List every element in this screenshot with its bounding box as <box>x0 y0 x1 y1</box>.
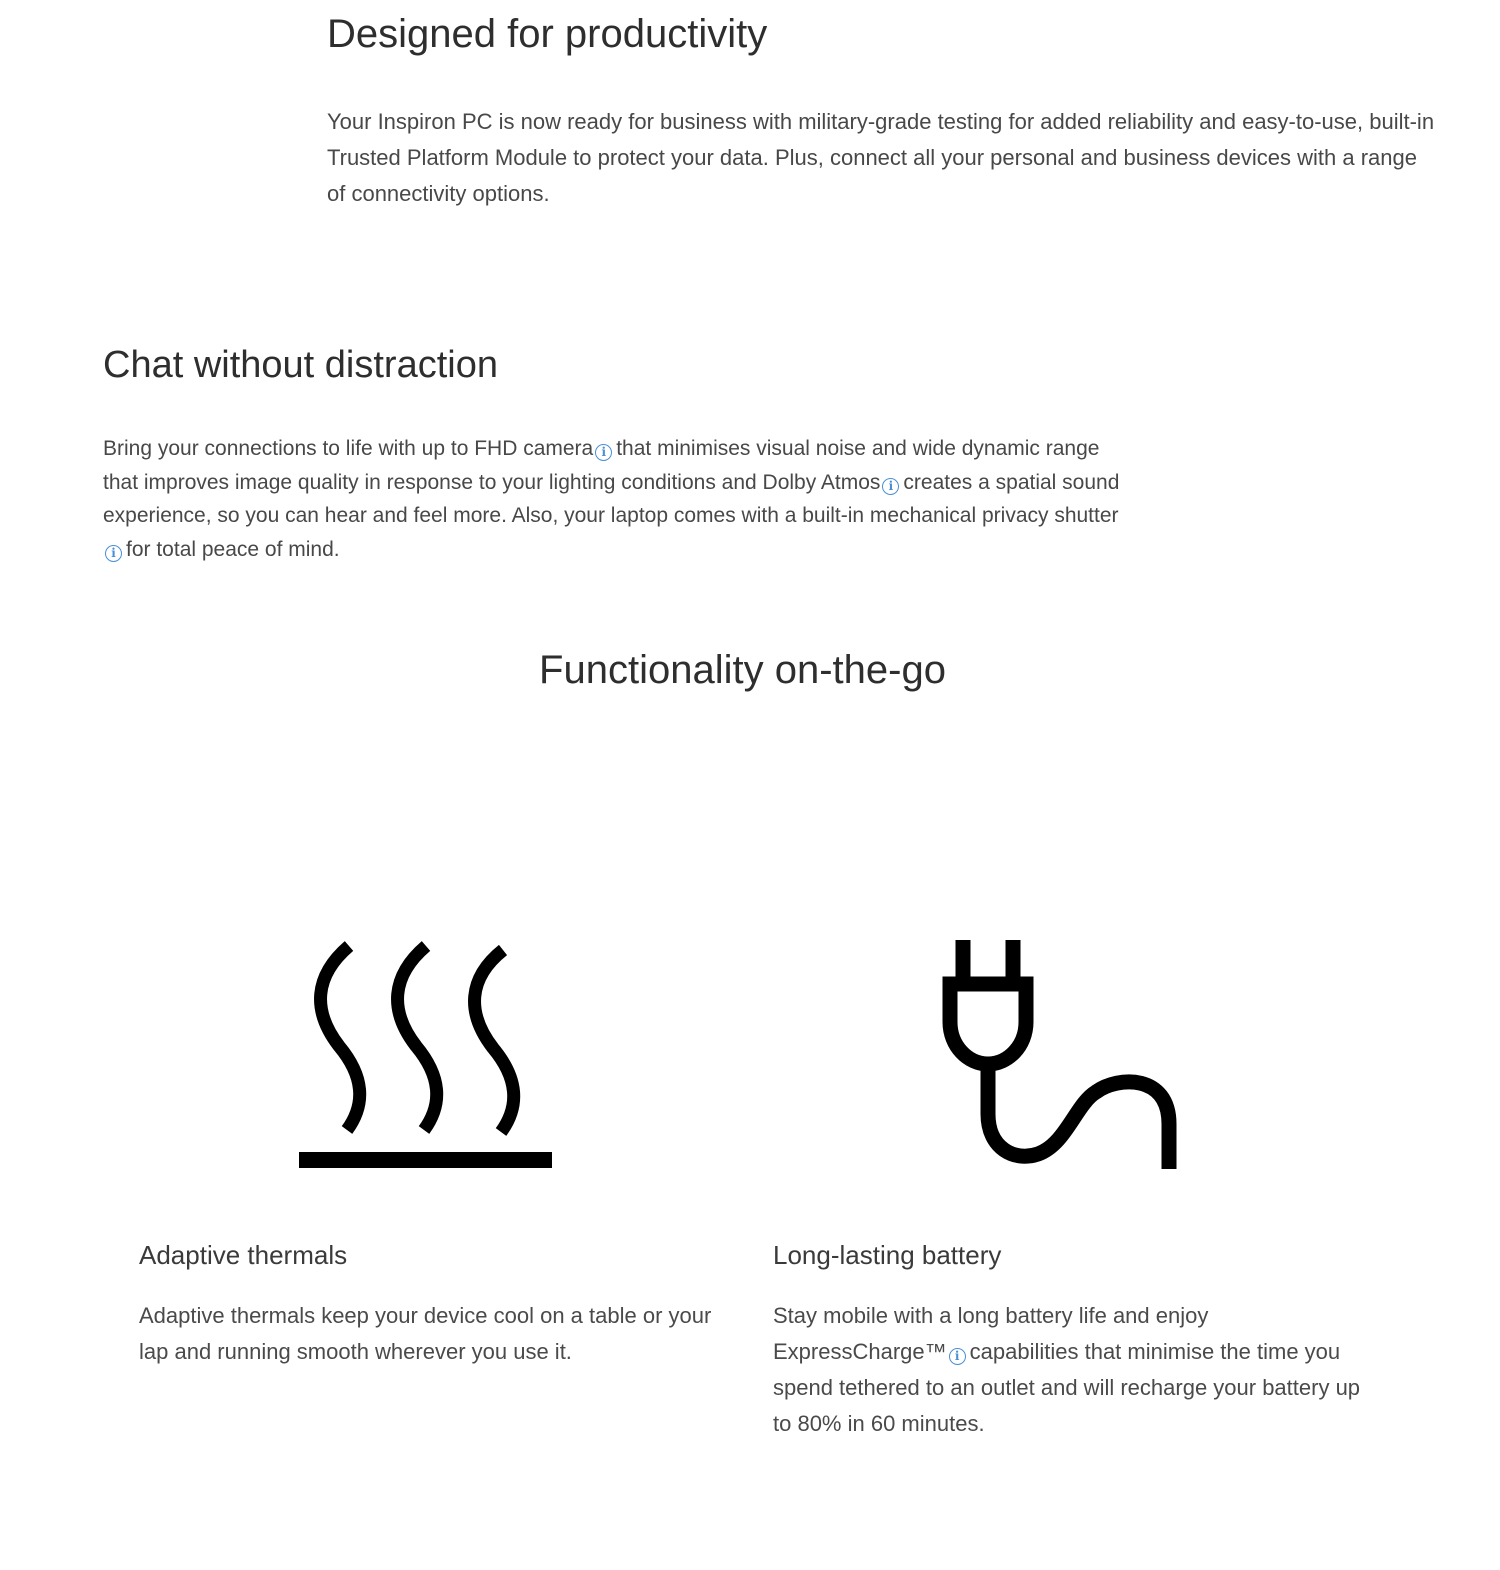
adaptive-thermals-description: Adaptive thermals keep your device cool on a table or your lap and running smooth wherever you use it. <box>139 1303 712 1364</box>
adaptive-thermals-title: Adaptive thermals <box>139 1240 348 1270</box>
chat-text-segment: Bring your connections to life with up to FHD camera <box>103 437 594 460</box>
productivity-heading: Designed for productivity <box>327 12 768 56</box>
power-plug-icon <box>936 934 1186 1174</box>
chat-text-segment: that minimises visual noise and wide dynamic range that improves image quality in response to your lighting conditions and Dolby Atmos <box>103 437 1100 494</box>
chat-heading: Chat without distraction <box>103 344 498 386</box>
chat-text-segment: creates a spatial sound experience, so you can hear and feel more. Also, your laptop comes with a built-in mechanical privacy shutter <box>103 470 1120 527</box>
dolby-atmos-info-icon[interactable] <box>882 478 899 495</box>
heat-waves-icon <box>294 936 558 1172</box>
functionality-heading: Functionality on-the-go <box>539 648 946 692</box>
chat-text-segment: for total peace of mind. <box>126 537 340 561</box>
long-lasting-battery-description <box>773 1298 1373 1442</box>
camera-info-icon[interactable] <box>595 444 612 461</box>
battery-text-segment: capabilities that minimise the time you spend tethered to an outlet and will recharge your battery up to 80% in 60 minutes. <box>773 1339 1361 1436</box>
expresscharge-info-icon[interactable] <box>949 1348 966 1365</box>
battery-text-segment: Stay mobile with a long battery life and enjoy ExpressCharge™ <box>773 1303 1209 1364</box>
privacy-shutter-info-icon[interactable] <box>105 545 122 562</box>
chat-description <box>103 432 1133 566</box>
long-lasting-battery-title: Long-lasting battery <box>773 1240 1002 1270</box>
productivity-description: Your Inspiron PC is now ready for business with military-grade testing for added reliability and easy-to-use, built-in Trusted Platform Module to protect your data. Plus, connect all your personal and business devices with a range of connectivity options. <box>327 109 1435 206</box>
